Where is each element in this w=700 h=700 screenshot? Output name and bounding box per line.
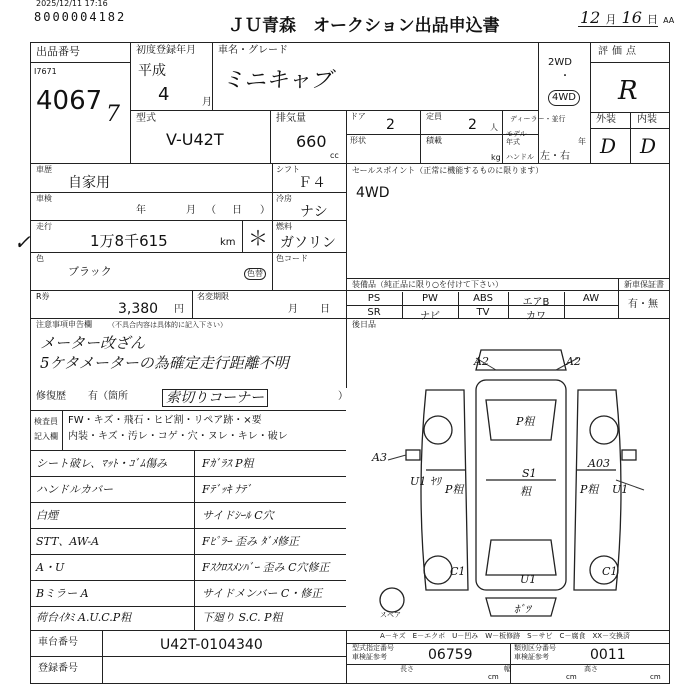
- equipment-pw: PW: [422, 293, 438, 304]
- model-year-unit: 年: [578, 137, 586, 146]
- inspection-year-unit: 年: [136, 205, 146, 216]
- displacement-unit: cc: [330, 151, 339, 160]
- recycle-unit: 円: [174, 304, 184, 315]
- equipment-sr: SR: [367, 307, 381, 318]
- check-row-1: FW・キズ・飛石・ヒビ割・リペア跡・×要: [68, 415, 262, 426]
- ac-label: 冷房: [276, 194, 292, 203]
- model-label: 型式: [136, 113, 156, 124]
- color-code-label: 色コード: [276, 254, 308, 263]
- note-left-2: ハンドルカバー: [36, 483, 113, 496]
- diagram-note-a2-left: A2: [474, 355, 489, 368]
- first-registration-era: 平成: [138, 63, 166, 79]
- diagram-note-u1-bottom: U1: [520, 573, 537, 586]
- diagram-note-yari: ﾔﾘ: [430, 475, 441, 488]
- class-spec-value: 0011: [590, 647, 626, 663]
- mileage-check-mark: ✓: [14, 230, 31, 254]
- car-name-label: 車名・グレード: [218, 45, 288, 56]
- shift-label: シフト: [276, 165, 300, 174]
- diagram-note-p-rough-left: P粗: [445, 483, 464, 496]
- diagram-note-u1-left: U1: [410, 475, 427, 488]
- note-right-4: Fﾋﾟﾗｰ 歪み ﾀﾞﾒ修正: [202, 535, 300, 548]
- inspection-paren-open: （: [206, 205, 216, 216]
- equipment-leather: カワ: [526, 311, 546, 322]
- rating-label: 評価点: [598, 46, 640, 57]
- mileage-label: 走行: [36, 222, 52, 231]
- note-left-1: シート破レ、ﾏｯﾄ・ｺﾞﾑ傷み: [36, 457, 168, 470]
- diagram-note-rough: 粗: [520, 485, 531, 498]
- equipment-tv: TV: [476, 307, 490, 318]
- check-label-2: 記入欄: [34, 432, 58, 441]
- diagram-note-s1: S1: [522, 467, 537, 480]
- fuel-value: ガソリン: [280, 235, 336, 251]
- type-spec-label: 型式指定番号: [352, 644, 394, 652]
- height-label: 高さ: [584, 665, 598, 673]
- selling-points-label: セールスポイント（正常に機能するものに限ります）: [352, 166, 544, 175]
- name-change-label: 名変期限: [197, 292, 229, 301]
- shift-value: Ｆ４: [298, 175, 326, 191]
- type-spec-sublabel: 車検証参考: [352, 653, 387, 661]
- registration-label: 登録番号: [38, 663, 78, 674]
- equipment-grid: [346, 292, 618, 322]
- repair-close: ）: [338, 391, 348, 402]
- displacement-label: 排気量: [276, 113, 306, 124]
- capacity-value: 2: [468, 117, 477, 133]
- recycle-value: 3,380: [118, 301, 159, 317]
- load-unit: kg: [491, 153, 501, 162]
- capacity-unit: 人: [490, 123, 498, 132]
- car-name-value: ミニキャブ: [222, 68, 333, 93]
- displacement-value: 660: [296, 132, 327, 151]
- note-left-3: 白煙: [36, 509, 58, 522]
- lot-small-code: I7671: [34, 67, 57, 76]
- name-change-month: 月: [288, 304, 298, 315]
- inspection-paren-close: ）: [260, 205, 270, 216]
- inspection-month-unit: 月: [186, 205, 196, 216]
- equipment-label: 装備品（純正品に限り○を付けて下さい）: [352, 280, 503, 289]
- handwritten-notes: [30, 450, 346, 630]
- diagram-note-p-rough-top: P粗: [516, 415, 535, 428]
- first-registration-year: 4: [158, 84, 170, 105]
- spare-label: スペア: [380, 611, 401, 619]
- note-right-2: Fﾃﾞｯｷ ﾅﾃﾞ: [202, 483, 252, 496]
- first-registration-month-unit: 月: [202, 97, 212, 108]
- note-right-5: Fｽｸﾛｽﾒﾝﾊﾞｰ 歪み C穴修正: [202, 561, 330, 574]
- mileage-star: ＊: [248, 226, 268, 250]
- handle-label: ハンドル: [506, 153, 534, 161]
- check-label-1: 検査員: [34, 417, 58, 426]
- repair-value: 有（箇所: [88, 391, 128, 402]
- notes-label: 注意事項申告欄: [36, 320, 92, 329]
- notes-line-2: 5ケタメーターの為確定走行距離不明: [40, 354, 289, 372]
- model-year-label-2: 年式: [506, 138, 520, 146]
- model-year-label: モデル: [506, 130, 527, 138]
- after-market-label: 後日品: [352, 320, 376, 329]
- recycle-label: R券: [36, 292, 50, 301]
- name-change-day: 日: [320, 304, 330, 315]
- length-label: 長さ: [400, 665, 414, 673]
- notes-label-sub: （不具合内容は具体的に記入下さい）: [108, 321, 227, 329]
- diagram-note-a3: A3: [372, 451, 387, 464]
- class-spec-sublabel: 車検証参考: [514, 653, 549, 661]
- timestamp: 2025/12/11 17:16: [36, 0, 108, 8]
- chassis-value: U42T-0104340: [160, 637, 263, 653]
- warranty-label: 新車保証書: [624, 280, 664, 289]
- selling-points-value: 4WD: [356, 185, 390, 201]
- form-title: ＪＵ青森 オークション出品申込書: [228, 16, 500, 36]
- lot-number-label: 出品番号: [36, 45, 80, 58]
- equipment-abs: ABS: [473, 293, 493, 304]
- load-label: 積載: [426, 136, 442, 145]
- height-unit: cm: [650, 673, 661, 681]
- diagram-note-a03: A03: [588, 457, 610, 470]
- warranty-value: 有・無: [628, 299, 658, 310]
- exterior-grade: D: [600, 134, 617, 158]
- diagram-note-p-rough-right: P粗: [580, 483, 599, 496]
- ac-value: ナシ: [300, 204, 328, 220]
- drive-2wd: 2WD: [548, 57, 572, 68]
- class-spec-label: 類別区分番号: [514, 644, 556, 652]
- lot-mark: 7: [106, 102, 120, 127]
- fuel-label: 燃料: [276, 222, 292, 231]
- inspection-label: 車検: [36, 194, 52, 203]
- diagram-note-a2-right: A2: [566, 355, 581, 368]
- interior-grade: D: [640, 134, 657, 158]
- type-spec-value: 06759: [428, 647, 473, 663]
- note-right-7: 下廻り S.C. P粗: [202, 611, 283, 624]
- rating-value: R: [618, 76, 638, 106]
- width-label: 幅: [504, 665, 511, 673]
- width-unit: cm: [566, 673, 577, 681]
- barcode-number: 8000004182: [34, 10, 127, 24]
- equipment-ps: PS: [367, 293, 381, 304]
- doors-label: ドア: [350, 112, 366, 121]
- history-label: 車歴: [36, 165, 52, 174]
- length-unit: cm: [488, 673, 499, 681]
- form-date: 12 月 16 日 AA: [580, 8, 675, 27]
- drive-separator: ・: [560, 71, 570, 82]
- notes-line-1: メーター改ざん: [40, 334, 146, 352]
- capacity-label: 定員: [426, 112, 442, 121]
- first-registration-label: 初度登録年月: [136, 45, 196, 56]
- note-right-6: サイドメンバー C・修正: [202, 587, 323, 600]
- drive-4wd-circled: 4WD: [548, 90, 580, 106]
- note-right-1: Fｶﾞﾗｽ P粗: [202, 457, 254, 470]
- color-label: 色: [36, 254, 44, 263]
- shape-label: 形状: [350, 136, 366, 145]
- inspection-day-unit: 日: [232, 205, 242, 216]
- dealer-label: ディーラー・並行: [510, 115, 566, 123]
- note-left-4: STT、AW-A: [36, 535, 100, 548]
- damage-legend: A－キズ E－エクボ U－凹み W－板修跡 S－サビ C－腐食 XX－交換済: [380, 632, 631, 640]
- note-left-7: 荷台ｲﾀﾐ A.U.C.P粗: [36, 611, 132, 624]
- lot-number: 4067: [36, 86, 103, 116]
- equipment-airbag: エアB: [522, 297, 550, 308]
- mileage-unit: km: [220, 237, 236, 248]
- chassis-label: 車台番号: [38, 637, 78, 648]
- repair-detail: 索切りコーナー: [162, 389, 268, 407]
- diagram-note-c1-right: C1: [602, 565, 618, 578]
- note-right-3: サイドｼｰﾙ C穴: [202, 509, 274, 522]
- history-value: 自家用: [68, 175, 110, 191]
- exterior-label: 外装: [596, 114, 616, 125]
- diagram-note-c1-left: C1: [450, 565, 466, 578]
- diagram-note-u1-right: U1: [612, 483, 629, 496]
- note-left-5: A・U: [36, 561, 65, 574]
- repair-label: 修復歴: [36, 391, 66, 402]
- handle-value: 左・右: [540, 151, 570, 162]
- color-value: ブラック: [68, 265, 112, 278]
- check-row-2: 内装・キズ・汚レ・コゲ・穴・ヌレ・キレ・破レ: [68, 431, 288, 442]
- equipment-navi: ナビ: [420, 311, 440, 322]
- color-change-circled: 色替: [244, 268, 266, 280]
- doors-value: 2: [386, 117, 395, 133]
- interior-label: 内装: [637, 114, 657, 125]
- mileage-value: 1万8千615: [90, 232, 168, 250]
- equipment-aw: AW: [582, 293, 600, 304]
- note-left-6: Bミラー A: [36, 587, 89, 600]
- model-value: V-U42T: [166, 130, 224, 149]
- diagram-note-botsu: ﾎﾞﾂ: [514, 603, 531, 616]
